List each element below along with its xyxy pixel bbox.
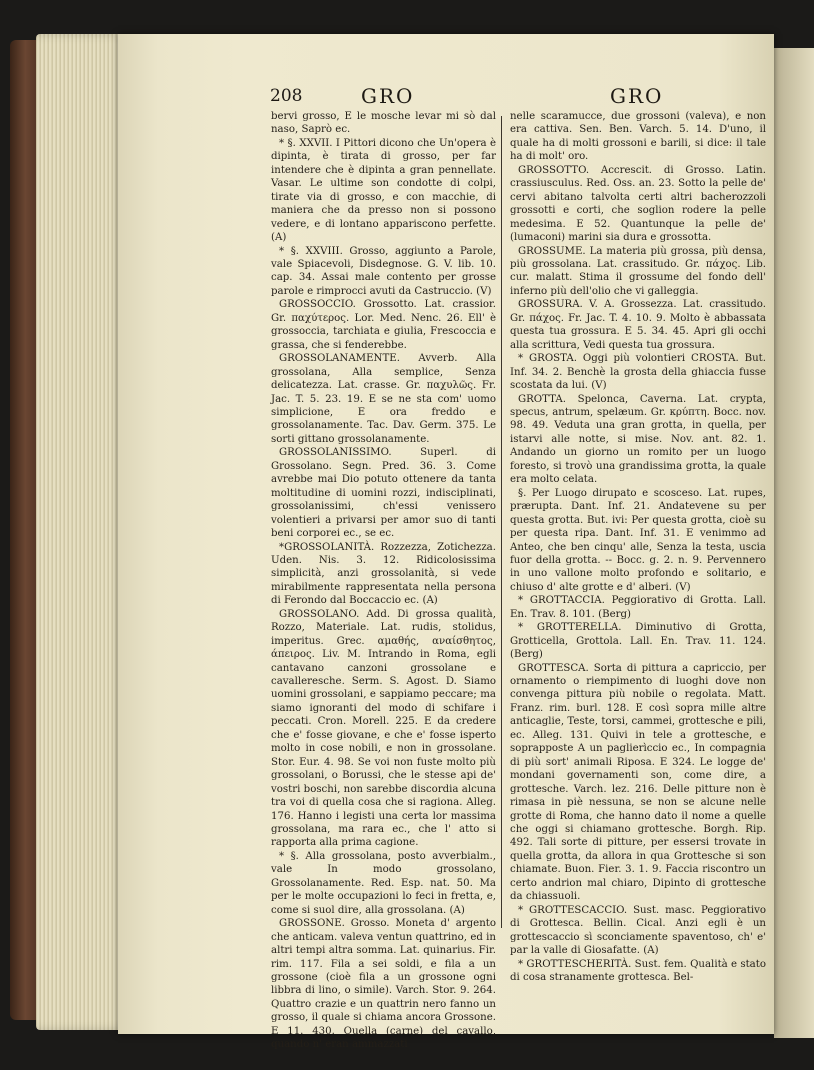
entry-paragraph: * §. XXVIII. Grosso, aggiunto a Parole, vale Spiacevoli, Disdegnose. G. V. lib. 10. cap. 34. Assai male contento per grosse parole e rimprocci avuti da Castruccio. (V) <box>271 245 496 297</box>
entry-paragraph: nelle scaramucce, due grossoni (valeva), e non era cattiva. Sen. Ben. Varch. 5. 14. D'uno, il quale ha di molti grossoni e barili, si dice: il tale ha di molt' oro. <box>510 111 766 163</box>
page-number: 208 <box>270 86 303 106</box>
entry-paragraph: bervi grosso, E le mosche levar mi sò dal naso, Saprò ec. <box>271 111 496 136</box>
entry-paragraph: *GROSSOLANITÀ. Rozzezza, Zotichezza. Uden. Nis. 3. 12. Ridicolosissima simplicità, anzi grossolanità, si vede mirabilmente rappresentata nella persona di Ferondo dal Boccaccio ec. (A) <box>271 541 496 607</box>
right-column <box>510 110 766 984</box>
entry-paragraph: GROSSOCCIO. Grossotto. Lat. crassior. Gr. παχύτερος. Lor. Med. Nenc. 26. Ell' è grossoccia, tarchiata e giulia, Frescoccia e grassa, che si fenderebbe. <box>271 299 496 351</box>
entry-paragraph: * GROTTACCIA. Peggiorativo di Grotta. Lall. En. Trav. 8. 101. (Berg) <box>510 595 766 620</box>
entry-paragraph: * §. Alla grossolana, posto avverbialm., vale In modo grossolano, Grossolanamente. Red. Esp. nat. 50. Ma per le molte occupazioni lo feci in fretta, e, come si suol dire, alla grossolana. (A) <box>271 850 496 916</box>
entry-paragraph: GROSSOLANAMENTE. Avverb. Alla grossolana, Alla semplice, Senza delicatezza. Lat. crasse. Gr. παχυλῶς. Fr. Jac. T. 5. 23. 19. E se ne sta com' uomo simplicione, E ora freddo e grossolanamente. Tac. Dav. Germ. 375. Le sorti gittano grossolanamente. <box>271 353 496 445</box>
entry-paragraph: * GROTTERELLA. Diminutivo di Grotta, Grotticella, Grottola. Lall. En. Trav. 11. 124. (Berg) <box>510 622 766 661</box>
entry-paragraph: GROSSOLANO. Add. Di grossa qualità, Rozzo, Materiale. Lat. rudis, stolidus, imperitus. Grec. αμαθής, αναίσθητος, άπειρος. Liv. M. Intrando in Roma, egli cantavano canzoni grossolane e cavalleresche. Serm. S. Agost. D. Siamo uomini grossolani, e sappiamo peccare; ma siamo ignoranti del modo di schifare i peccati. Cron. Morell. 225. E da credere che e' fosse giovane, e che e' fosse isperto molto in cose nobili, e non in grossolane. Stor. Eur. 4. 98. Se voi non fuste molto più grossolani, o Borussi, che le stesse api de' vostri boschi, non sarebbe discordia alcuna tra voi di quella cosa che si ragiona. Alleg. 176. Hanno i legisti una certa lor massima grossolana, ma rara ec., che l' atto si rapporta alla prima cagione. <box>271 608 496 849</box>
page-header <box>0 86 814 110</box>
entry-paragraph: GROTTESCA. Sorta di pittura a capriccio, per ornamento o riempimento di luoghi dove non convenga pittura più nobile o regolata. Matt. Franz. rim. burl. 128. E così sopra mille altre anticaglie, Teste, torsi, cammei, grottesche e pili, ec. Alleg. 131. Quivi in tele a grottesche, e soprapposte A un paglierìccio ec., In compagnia di più sort' animali Riposa. E 324. Le logge de' mondani governamenti son, come dire, a grottesche. Varch. lez. 216. Delle pitture non è rimasa in piè nessuna, se non se alcune nelle grotte di Roma, che hanno dato il nome a quelle che oggi si chiamano grottesche. Borgh. Rip. 492. Tali sorte di pitture, per essersi trovate in quella grotta, da allora in qua Grottesche si son chiamate. Buon. Fier. 3. 1. 9. Faccia riscontro un certo andrion mal chiaro, Dipinto di grottesche da chiassuoli. <box>510 662 766 903</box>
entry-paragraph: GROSSUME. La materia più grossa, più densa, più grossolana. Lat. crassitudo. Gr. πάχος. Lib. cur. malatt. Stima il grossume del fondo dell' inferno più dell'olio che vi galleggia. <box>510 245 766 297</box>
column-divider <box>501 116 502 928</box>
entry-paragraph: GROSSOTTO. Accrescit. di Grosso. Latin. crassiusculus. Red. Oss. an. 23. Sotto la pelle de' cervi abitano talvolta certi altri bacherozzoli grossotti e corti, che soglion rodere la pelle medesima. E 52. Quantunque la pelle de' (lumaconi) marini sia dura e grossotta. <box>510 164 766 244</box>
guide-word-left: GRO <box>361 84 415 108</box>
entry-paragraph: GROSSURA. V. A. Grossezza. Lat. crassitudo. Gr. πάχος. Fr. Jac. T. 4. 10. 9. Molto è abbassata questa tua grossura. E 5. 34. 45. Apri gli occhi alla scrittura, Vedi questa tua grossura. <box>510 299 766 351</box>
guide-word-right: GRO <box>610 84 664 108</box>
entry-paragraph: GROSSOLANISSIMO. Superl. di Grossolano. Segn. Pred. 36. 3. Come avrebbe mai Dio potuto ottenere da tanta moltitudine di uomini rozzi, indisciplinati, grossolanissimi, ch'essi venissero volentieri a privarsi per amor suo di tanti beni corporei ec., se ec. <box>271 447 496 540</box>
entry-paragraph: * GROTTESCACCIO. Sust. masc. Peggiorativo di Grottesca. Bellin. Cical. Anzi egli è un grottescaccio sì sconciamente spaventoso, ch' e' par la valle di Giosafatte. (A) <box>510 904 766 957</box>
entry-paragraph: * GROSTA. Oggi più volontieri CROSTA. But. Inf. 34. 2. Benchè la grosta della ghiaccia fusse scostata da lui. (V) <box>510 353 766 392</box>
facing-page-edge <box>774 48 814 1038</box>
entry-paragraph: * GROTTESCHERITÀ. Sust. fem. Qualità e stato di cosa stranamente grottesca. Bel- <box>510 958 766 983</box>
entry-paragraph: GROSSONE. Grosso. Moneta d' argento che anticam. valeva ventun quattrino, ed in altri tempi altra somma. Lat. quinarius. Fir. rim. 117. Fila a sei soldi, e fila a un grossone (cioè fila a un grossone ogni libbra di lino, o simile). Varch. Stor. 9. 264. Quattro crazie e un quattrin nero fanno un grosso, il quale si chiama ancora Grossone. E 11. 430. Quella (carne) del cavallo, quando n' eran ammazzati <box>271 918 496 1051</box>
entry-paragraph: §. Per Luogo dirupato e scosceso. Lat. rupes, prærupta. Dant. Inf. 21. Andatevene su per questa grotta. But. ivi: Per questa grotta, cioè su per questa ripa. Dant. Inf. 31. E venimmo ad Anteo, che ben cinqu' alle, Senza la testa, uscia fuor della grotta. -- Bocc. g. 2. n. 9. Pervennero in uno vallone molto profondo e solitario, e chiuso d' alte grotte e d' alberi. (V) <box>510 487 766 593</box>
entry-paragraph: * §. XXVII. I Pittori dicono che Un'opera è dipinta, è tirata di grosso, per far intendere che è dipinta a gran pennellate. Vasar. Le ultime son condotte di colpi, tirate via di grosso, e con macchie, di maniera che da presso non si possono vedere, e di lontano appariscono perfette. (A) <box>271 137 496 244</box>
left-column <box>271 110 496 1052</box>
entry-paragraph: GROTTA. Spelonca, Caverna. Lat. crypta, specus, antrum, spelæum. Gr. κρύπτη. Bocc. nov. 98. 49. Veduta una gran grotta, in quella, per istarvi alle notte, si mise. Nov. ant. 82. 1. Andando un giorno un romito per un luogo foresto, si trovò una grandissima grotta, la quale era molto celata. <box>510 393 766 486</box>
